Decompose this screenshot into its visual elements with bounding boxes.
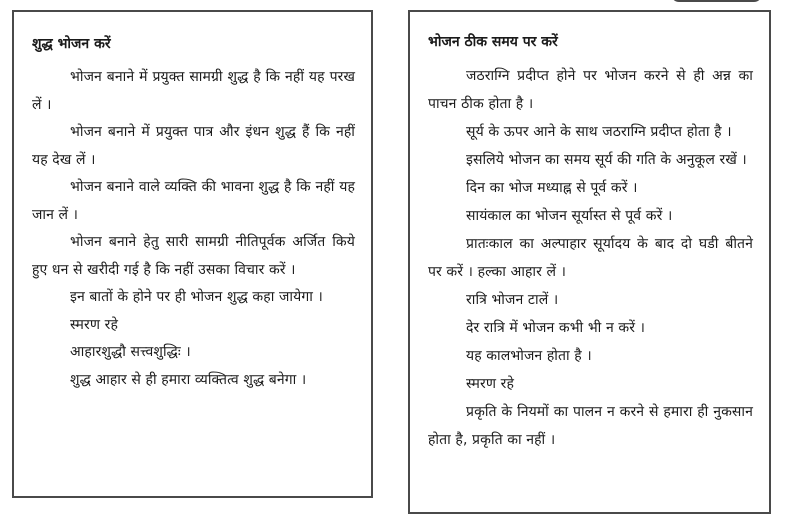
pure-food-para-8: शुद्ध आहार से ही हमारा व्यक्तित्व शुद्ध बनेगा । <box>70 371 307 388</box>
pure-food-para-3: भोजन बनाने वाले व्यक्ति की भावना शुद्ध है कि नहीं यह जान लें । <box>32 179 355 223</box>
meal-timing-box <box>408 10 771 514</box>
pure-food-para-7: आहारशुद्धौ सत्त्वशुद्धिः । <box>70 344 191 360</box>
meal-timing-para-9: यह कालभोजन होता है । <box>466 348 592 364</box>
pure-food-para-1: भोजन बनाने में प्रयुक्त सामग्री शुद्ध है कि नहीं यह परख लें । <box>32 69 355 113</box>
meal-timing-para-5: सायंकाल का भोजन सूर्यास्त से पूर्व करें । <box>466 208 673 224</box>
meal-timing-para-3: इसलिये भोजन का समय सूर्य की गति के अनुकूल रखें । <box>466 152 747 168</box>
pure-food-box <box>12 10 373 498</box>
meal-timing-heading: भोजन ठीक समय पर करें <box>428 34 558 50</box>
pure-food-para-5: इन बातों के होने पर ही भोजन शुद्ध कहा जायेगा । <box>70 289 323 305</box>
meal-timing-para-8: देर रात्रि में भोजन कभी भी न करें । <box>466 320 646 336</box>
meal-timing-para-6: प्रातःकाल का अल्पाहार सूर्यादय के बाद दो घडी बीतने पर करें । हल्का आहार लें । <box>428 236 753 280</box>
meal-timing-para-1: जठराग्नि प्रदीप्त होने पर भोजन करने से ही अन्न का पाचन ठीक होता है । <box>428 68 753 112</box>
pure-food-para-6: स्मरण रहे <box>70 316 118 333</box>
meal-timing-para-11: प्रकृति के नियमों का पालन न करने से हमारा ही नुकसान होता है, प्रकृति का नहीं । <box>428 404 753 448</box>
pure-food-heading: शुद्ध भोजन करें <box>32 36 111 52</box>
meal-timing-para-2: सूर्य के ऊपर आने के साथ जठराग्नि प्रदीप्त होता है । <box>466 124 732 140</box>
pure-food-para-4: भोजन बनाने हेतु सारी सामग्री नीतिपूर्वक अर्जित किये हुए धन से खरीदी गई है कि नहीं उसका विचार करें । <box>32 234 355 278</box>
top-tab-decoration <box>671 0 762 2</box>
meal-timing-para-10: स्मरण रहे <box>466 376 514 392</box>
meal-timing-para-4: दिन का भोज मध्याह्न से पूर्व करें । <box>466 180 638 196</box>
meal-timing-para-7: रात्रि भोजन टालें । <box>466 292 559 308</box>
pure-food-para-2: भोजन बनाने में प्रयुक्त पात्र और इंधन शुद्ध हैं कि नहीं यह देख लें । <box>32 124 355 168</box>
